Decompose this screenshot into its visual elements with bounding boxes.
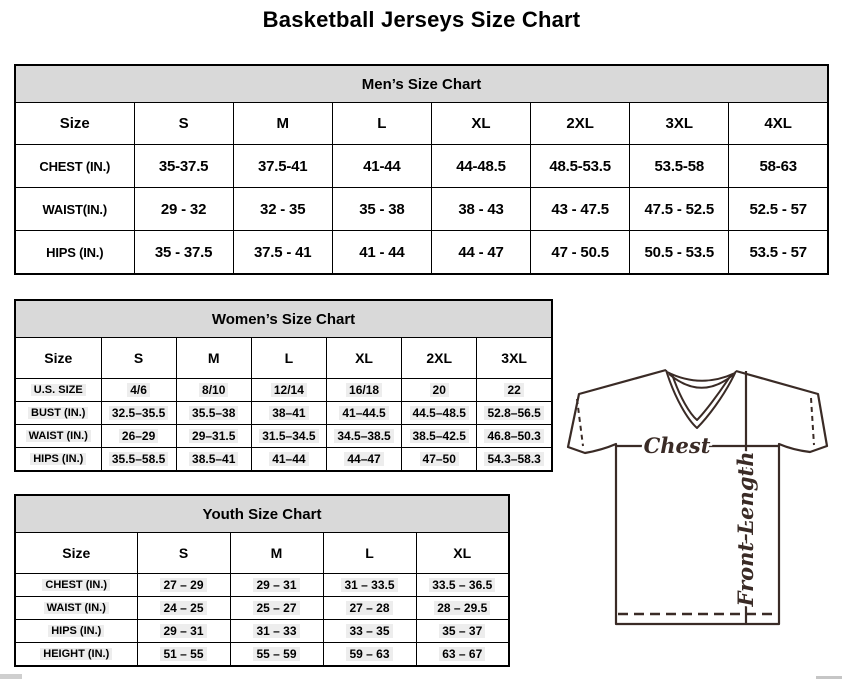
value-cell: 48.5-53.5 (531, 145, 630, 188)
value-cell: 29 – 31 (137, 620, 230, 643)
value-cell: 38.5–41 (176, 448, 251, 472)
row-label-cell: HIPS (IN.) (15, 620, 137, 643)
value-cell: 28 – 29.5 (416, 597, 509, 620)
value-cell: 33.5 – 36.5 (416, 574, 509, 597)
header-cell: L (251, 338, 326, 379)
header-cell: S (101, 338, 176, 379)
value-cell: 35.5–38 (176, 402, 251, 425)
header-cell: S (137, 533, 230, 574)
header-cell: M (233, 103, 332, 145)
value-cell: 8/10 (176, 379, 251, 402)
value-cell: 37.5 - 41 (233, 231, 332, 275)
value-cell: 46.8–50.3 (477, 425, 552, 448)
header-cell: M (230, 533, 323, 574)
value-cell: 50.5 - 53.5 (630, 231, 729, 275)
header-cell: M (176, 338, 251, 379)
value-cell: 41 - 44 (332, 231, 431, 275)
value-cell: 53.5 - 57 (729, 231, 828, 275)
womens-size-chart-table (14, 299, 553, 472)
front-length-label: Front Length (733, 451, 758, 607)
value-cell: 34.5–38.5 (326, 425, 401, 448)
table-row (15, 597, 509, 620)
value-cell: 35 - 38 (332, 188, 431, 231)
row-label-cell: CHEST (IN.) (15, 145, 134, 188)
value-cell: 59 – 63 (323, 643, 416, 667)
value-cell: 55 – 59 (230, 643, 323, 667)
header-cell: 3XL (477, 338, 552, 379)
value-cell: 41–44.5 (326, 402, 401, 425)
value-cell: 33 – 35 (323, 620, 416, 643)
value-cell: 52.8–56.5 (477, 402, 552, 425)
row-label-cell: HIPS (IN.) (15, 231, 134, 275)
youth-size-chart-table (14, 494, 510, 667)
scrollbar-fragment-left (0, 674, 22, 679)
value-cell: 25 – 27 (230, 597, 323, 620)
left-cuff-dashed-seam (577, 399, 583, 446)
table-row (15, 145, 828, 188)
value-cell: 47 - 50.5 (531, 231, 630, 275)
header-cell: Size (15, 338, 101, 379)
value-cell: 38–41 (251, 402, 326, 425)
value-cell: 51 – 55 (137, 643, 230, 667)
value-cell: 32.5–35.5 (101, 402, 176, 425)
value-cell: 35 - 37.5 (134, 231, 233, 275)
value-cell: 44 - 47 (431, 231, 530, 275)
chest-label: Chest (643, 433, 711, 458)
value-cell: 44.5–48.5 (402, 402, 477, 425)
value-cell: 38 - 43 (431, 188, 530, 231)
value-cell: 44–47 (326, 448, 401, 472)
value-cell: 41–44 (251, 448, 326, 472)
table-row (15, 448, 552, 472)
value-cell: 29 - 32 (134, 188, 233, 231)
table-caption: Youth Size Chart (15, 495, 509, 533)
row-label-cell: BUST (IN.) (15, 402, 101, 425)
row-label-cell: WAIST (IN.) (15, 597, 137, 620)
value-cell: 26–29 (101, 425, 176, 448)
value-cell: 32 - 35 (233, 188, 332, 231)
value-cell: 47–50 (402, 448, 477, 472)
value-cell: 47.5 - 52.5 (630, 188, 729, 231)
table-row (15, 379, 552, 402)
header-cell: 4XL (729, 103, 828, 145)
table-row (15, 574, 509, 597)
value-cell: 29–31.5 (176, 425, 251, 448)
value-cell: 38.5–42.5 (402, 425, 477, 448)
row-label-cell: WAIST(IN.) (15, 188, 134, 231)
value-cell: 16/18 (326, 379, 401, 402)
row-label-cell: U.S. SIZE (15, 379, 101, 402)
value-cell: 35.5–58.5 (101, 448, 176, 472)
value-cell: 12/14 (251, 379, 326, 402)
value-cell: 37.5-41 (233, 145, 332, 188)
header-cell: 2XL (402, 338, 477, 379)
value-cell: 41-44 (332, 145, 431, 188)
row-label-cell: CHEST (IN.) (15, 574, 137, 597)
value-cell: 58-63 (729, 145, 828, 188)
jersey-outline (568, 370, 827, 624)
table-row (15, 402, 552, 425)
header-cell: 2XL (531, 103, 630, 145)
table-caption: Men’s Size Chart (15, 65, 828, 103)
value-cell: 31 – 33 (230, 620, 323, 643)
value-cell: 31 – 33.5 (323, 574, 416, 597)
header-cell: Size (15, 103, 134, 145)
value-cell: 63 – 67 (416, 643, 509, 667)
header-cell: S (134, 103, 233, 145)
jersey-measurement-diagram (556, 357, 841, 677)
value-cell: 35-37.5 (134, 145, 233, 188)
value-cell: 31.5–34.5 (251, 425, 326, 448)
table-row (15, 231, 828, 275)
header-cell: XL (326, 338, 401, 379)
header-cell: Size (15, 533, 137, 574)
header-cell: 3XL (630, 103, 729, 145)
value-cell: 54.3–58.3 (477, 448, 552, 472)
mens-size-chart-table (14, 64, 829, 275)
table-caption: Women’s Size Chart (15, 300, 552, 338)
header-cell: L (332, 103, 431, 145)
value-cell: 27 – 28 (323, 597, 416, 620)
value-cell: 27 – 29 (137, 574, 230, 597)
value-cell: 4/6 (101, 379, 176, 402)
value-cell: 53.5-58 (630, 145, 729, 188)
table-row (15, 643, 509, 667)
value-cell: 35 – 37 (416, 620, 509, 643)
value-cell: 52.5 - 57 (729, 188, 828, 231)
table-row (15, 188, 828, 231)
page-title: Basketball Jerseys Size Chart (262, 7, 581, 32)
value-cell: 43 - 47.5 (531, 188, 630, 231)
header-cell: L (323, 533, 416, 574)
value-cell: 24 – 25 (137, 597, 230, 620)
table-row (15, 620, 509, 643)
value-cell: 29 – 31 (230, 574, 323, 597)
header-cell: XL (431, 103, 530, 145)
right-cuff-dashed-seam (811, 398, 814, 445)
value-cell: 44-48.5 (431, 145, 530, 188)
table-row (15, 425, 552, 448)
row-label-cell: HEIGHT (IN.) (15, 643, 137, 667)
row-label-cell: HIPS (IN.) (15, 448, 101, 472)
value-cell: 22 (477, 379, 552, 402)
row-label-cell: WAIST (IN.) (15, 425, 101, 448)
value-cell: 20 (402, 379, 477, 402)
header-cell: XL (416, 533, 509, 574)
